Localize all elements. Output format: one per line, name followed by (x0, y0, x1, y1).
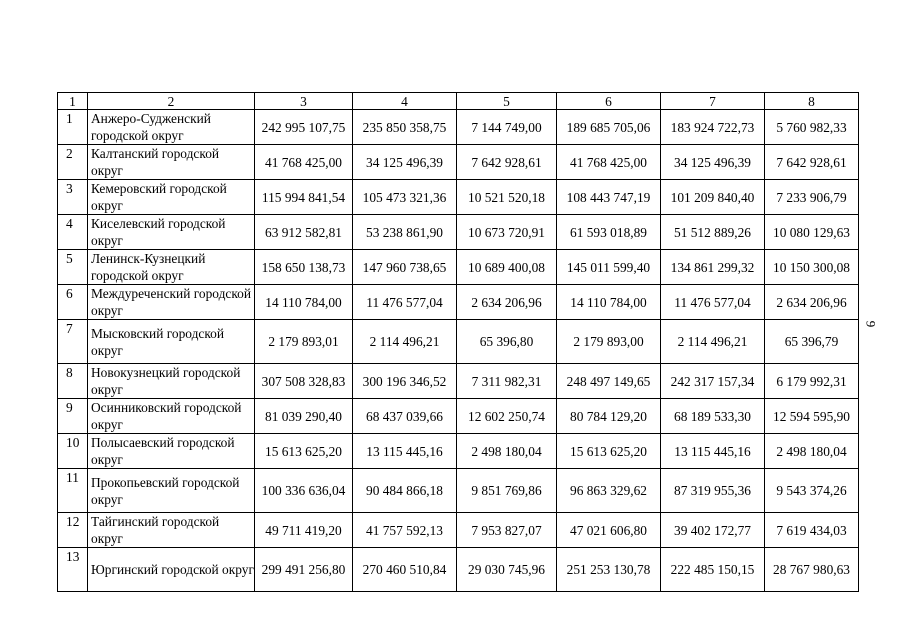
value-cell-col4: 235 850 358,75 (353, 110, 457, 145)
value-cell-col8: 2 634 206,96 (765, 285, 859, 320)
value-cell-col7: 39 402 172,77 (661, 513, 765, 548)
value-cell-col7: 101 209 840,40 (661, 180, 765, 215)
table-row (58, 110, 859, 145)
value-cell-col7: 51 512 889,26 (661, 215, 765, 250)
district-name-cell: Тайгинский городской округ (88, 513, 255, 548)
value-cell-col4: 68 437 039,66 (353, 399, 457, 434)
district-name-cell: Мысковский городской округ (88, 320, 255, 364)
district-name-cell: Ленинск-Кузнецкий городской округ (88, 250, 255, 285)
table-row (58, 434, 859, 469)
value-cell-col6: 145 011 599,40 (557, 250, 661, 285)
value-cell-col3: 81 039 290,40 (255, 399, 353, 434)
column-header: 5 (457, 93, 557, 110)
row-number-cell: 7 (58, 320, 88, 364)
table-row (58, 513, 859, 548)
row-number-cell: 11 (58, 469, 88, 513)
column-header: 7 (661, 93, 765, 110)
value-cell-col6: 108 443 747,19 (557, 180, 661, 215)
value-cell-col8: 10 150 300,08 (765, 250, 859, 285)
value-cell-col4: 300 196 346,52 (353, 364, 457, 399)
district-name-cell: Калтанский городской округ (88, 145, 255, 180)
value-cell-col8: 7 233 906,79 (765, 180, 859, 215)
value-cell-col7: 222 485 150,15 (661, 548, 765, 592)
value-cell-col3: 100 336 636,04 (255, 469, 353, 513)
table-row (58, 364, 859, 399)
value-cell-col6: 96 863 329,62 (557, 469, 661, 513)
value-cell-col7: 87 319 955,36 (661, 469, 765, 513)
row-number-cell: 10 (58, 434, 88, 469)
value-cell-col5: 7 144 749,00 (457, 110, 557, 145)
row-number-cell: 9 (58, 399, 88, 434)
value-cell-col8: 5 760 982,33 (765, 110, 859, 145)
value-cell-col8: 28 767 980,63 (765, 548, 859, 592)
value-cell-col8: 6 179 992,31 (765, 364, 859, 399)
value-cell-col4: 53 238 861,90 (353, 215, 457, 250)
row-number-cell: 8 (58, 364, 88, 399)
value-cell-col3: 299 491 256,80 (255, 548, 353, 592)
value-cell-col3: 115 994 841,54 (255, 180, 353, 215)
value-cell-col6: 41 768 425,00 (557, 145, 661, 180)
value-cell-col5: 10 673 720,91 (457, 215, 557, 250)
value-cell-col8: 9 543 374,26 (765, 469, 859, 513)
value-cell-col7: 13 115 445,16 (661, 434, 765, 469)
district-name-cell: Киселевский городской округ (88, 215, 255, 250)
table-row (58, 469, 859, 513)
value-cell-col8: 7 619 434,03 (765, 513, 859, 548)
table-row (58, 180, 859, 215)
value-cell-col7: 2 114 496,21 (661, 320, 765, 364)
value-cell-col3: 2 179 893,01 (255, 320, 353, 364)
value-cell-col3: 63 912 582,81 (255, 215, 353, 250)
column-header: 2 (88, 93, 255, 110)
value-cell-col5: 29 030 745,96 (457, 548, 557, 592)
value-cell-col5: 2 634 206,96 (457, 285, 557, 320)
value-cell-col6: 189 685 705,06 (557, 110, 661, 145)
value-cell-col5: 12 602 250,74 (457, 399, 557, 434)
column-header: 1 (58, 93, 88, 110)
value-cell-col3: 307 508 328,83 (255, 364, 353, 399)
value-cell-col6: 80 784 129,20 (557, 399, 661, 434)
value-cell-col5: 2 498 180,04 (457, 434, 557, 469)
value-cell-col6: 61 593 018,89 (557, 215, 661, 250)
row-number-cell: 13 (58, 548, 88, 592)
value-cell-col3: 242 995 107,75 (255, 110, 353, 145)
district-name-cell: Новокузнецкий городской округ (88, 364, 255, 399)
value-cell-col3: 41 768 425,00 (255, 145, 353, 180)
table-row (58, 320, 859, 364)
value-cell-col4: 11 476 577,04 (353, 285, 457, 320)
value-cell-col6: 14 110 784,00 (557, 285, 661, 320)
row-number-cell: 12 (58, 513, 88, 548)
value-cell-col7: 68 189 533,30 (661, 399, 765, 434)
table-row (58, 548, 859, 592)
column-header: 3 (255, 93, 353, 110)
table-row (58, 145, 859, 180)
district-name-cell: Анжеро-Судженский городской округ (88, 110, 255, 145)
row-number-cell: 6 (58, 285, 88, 320)
district-name-cell: Полысаевский городской округ (88, 434, 255, 469)
value-cell-col5: 7 953 827,07 (457, 513, 557, 548)
table-row (58, 285, 859, 320)
value-cell-col5: 65 396,80 (457, 320, 557, 364)
district-name-cell: Прокопьевский городской округ (88, 469, 255, 513)
value-cell-col3: 49 711 419,20 (255, 513, 353, 548)
value-cell-col7: 242 317 157,34 (661, 364, 765, 399)
value-cell-col8: 7 642 928,61 (765, 145, 859, 180)
value-cell-col4: 41 757 592,13 (353, 513, 457, 548)
value-cell-col7: 134 861 299,32 (661, 250, 765, 285)
value-cell-col3: 15 613 625,20 (255, 434, 353, 469)
column-number-row (58, 93, 859, 110)
value-cell-col6: 2 179 893,00 (557, 320, 661, 364)
value-cell-col5: 7 642 928,61 (457, 145, 557, 180)
value-cell-col5: 9 851 769,86 (457, 469, 557, 513)
value-cell-col5: 10 521 520,18 (457, 180, 557, 215)
table-body (58, 93, 859, 592)
page-number: 9 (863, 320, 879, 328)
value-cell-col4: 90 484 866,18 (353, 469, 457, 513)
value-cell-col7: 183 924 722,73 (661, 110, 765, 145)
value-cell-col5: 7 311 982,31 (457, 364, 557, 399)
value-cell-col4: 105 473 321,36 (353, 180, 457, 215)
value-cell-col3: 14 110 784,00 (255, 285, 353, 320)
value-cell-col6: 15 613 625,20 (557, 434, 661, 469)
value-cell-col8: 2 498 180,04 (765, 434, 859, 469)
column-header: 4 (353, 93, 457, 110)
value-cell-col7: 11 476 577,04 (661, 285, 765, 320)
column-header: 8 (765, 93, 859, 110)
district-name-cell: Юргинский городской округ (88, 548, 255, 592)
value-cell-col8: 10 080 129,63 (765, 215, 859, 250)
row-number-cell: 5 (58, 250, 88, 285)
row-number-cell: 2 (58, 145, 88, 180)
value-cell-col4: 2 114 496,21 (353, 320, 457, 364)
value-cell-col6: 251 253 130,78 (557, 548, 661, 592)
value-cell-col7: 34 125 496,39 (661, 145, 765, 180)
municipal-budget-table (57, 92, 859, 592)
district-name-cell: Осинниковский городской округ (88, 399, 255, 434)
value-cell-col4: 13 115 445,16 (353, 434, 457, 469)
table-row (58, 399, 859, 434)
district-name-cell: Кемеровский городской округ (88, 180, 255, 215)
column-header: 6 (557, 93, 661, 110)
value-cell-col6: 248 497 149,65 (557, 364, 661, 399)
value-cell-col8: 65 396,79 (765, 320, 859, 364)
table-row (58, 215, 859, 250)
value-cell-col3: 158 650 138,73 (255, 250, 353, 285)
value-cell-col6: 47 021 606,80 (557, 513, 661, 548)
district-name-cell: Междуреченский городской округ (88, 285, 255, 320)
value-cell-col5: 10 689 400,08 (457, 250, 557, 285)
value-cell-col4: 270 460 510,84 (353, 548, 457, 592)
value-cell-col8: 12 594 595,90 (765, 399, 859, 434)
table-row (58, 250, 859, 285)
row-number-cell: 4 (58, 215, 88, 250)
row-number-cell: 3 (58, 180, 88, 215)
value-cell-col4: 147 960 738,65 (353, 250, 457, 285)
row-number-cell: 1 (58, 110, 88, 145)
value-cell-col4: 34 125 496,39 (353, 145, 457, 180)
